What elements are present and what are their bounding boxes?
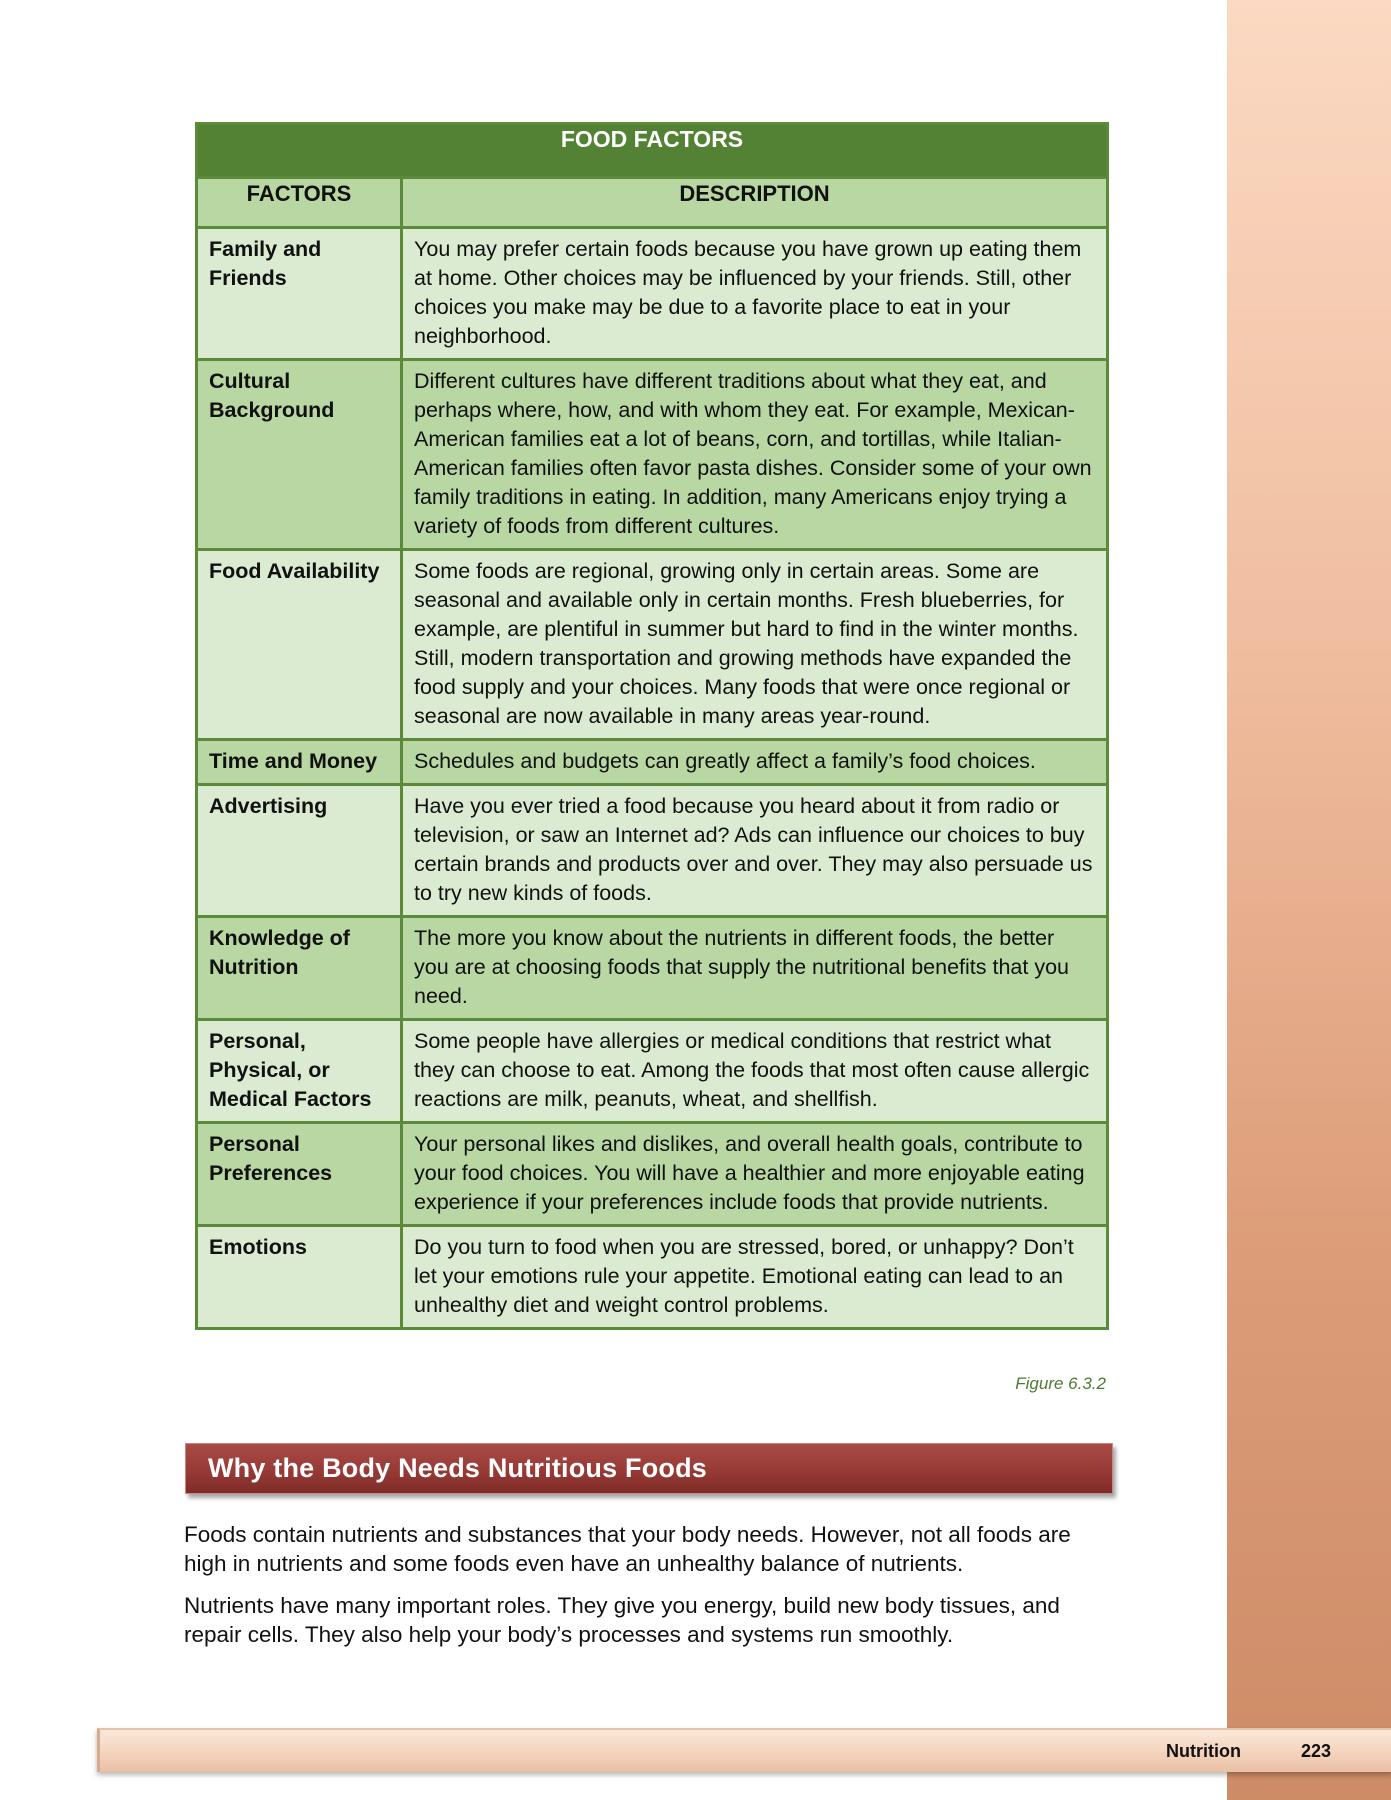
section-heading: Why the Body Needs Nutritious Foods xyxy=(208,1453,708,1483)
description-cell: You may prefer certain foods because you have grown up eating them at home. Other choices may be influenced by your friends. Still, other choices you make may be due to a favorite place to eat in your neighborhood. xyxy=(402,228,1108,360)
body-paragraph: Foods contain nutrients and substances that your body needs. However, not all foods are high in nutrients and some foods even have an unhealthy balance of nutrients. xyxy=(184,1522,1071,1576)
column-header-factors: FACTORS xyxy=(197,178,402,228)
table-row xyxy=(197,550,1108,740)
page-number: 223 xyxy=(1300,1741,1332,1761)
description-cell: Some foods are regional, growing only in certain areas. Some are seasonal and available only in certain months. Fresh blueberries, for example, are plentiful in summer but hard to find in the winter months. Still, modern transportation and growing methods have expanded the food supply and your choices. Many foods that were once regional or seasonal are now available in many areas year-round. xyxy=(402,550,1108,740)
factor-cell: Personal Preferences xyxy=(197,1123,402,1226)
description-cell: Different cultures have different traditions about what they eat, and perhaps where, how, and with whom they eat. For example, Mexican-American families eat a lot of beans, corn, and tortillas, while Italian-American families often favor pasta dishes. Consider some of your own family traditions in eating. In addition, many Americans enjoy trying a variety of foods from different cultures. xyxy=(402,360,1108,550)
factor-cell: Cultural Background xyxy=(197,360,402,550)
table-header-row xyxy=(197,178,1108,228)
description-cell: Do you turn to food when you are stressed, bored, or unhappy? Don’t let your emotions rule your appetite. Emotional eating can lead to an unhealthy diet and weight control problems. xyxy=(402,1226,1108,1329)
table-row xyxy=(197,740,1108,785)
column-header-description: DESCRIPTION xyxy=(402,178,1108,228)
description-cell: The more you know about the nutrients in different foods, the better you are at choosing foods that supply the nutritional benefits that you need. xyxy=(402,917,1108,1020)
factor-cell: Knowledge of Nutrition xyxy=(197,917,402,1020)
table-row xyxy=(197,1226,1108,1329)
description-cell: Schedules and budgets can greatly affect a family’s food choices. xyxy=(402,740,1108,785)
table-title: FOOD FACTORS xyxy=(197,124,1108,178)
factor-cell: Advertising xyxy=(197,785,402,917)
section-body xyxy=(184,1520,1114,1662)
factor-cell: Time and Money xyxy=(197,740,402,785)
factor-cell: Food Availability xyxy=(197,550,402,740)
table-row xyxy=(197,785,1108,917)
table-row xyxy=(197,917,1108,1020)
figure-caption: Figure 6.3.2 xyxy=(1015,1374,1106,1393)
description-cell: Have you ever tried a food because you heard about it from radio or television, or saw an Internet ad? Ads can influence our choices to buy certain brands and products over and over. They may also persuade us to try new kinds of foods. xyxy=(402,785,1108,917)
page-side-band xyxy=(1227,0,1391,1800)
page-footer xyxy=(97,1728,1391,1772)
body-paragraph: Nutrients have many important roles. They give you energy, build new body tissues, and repair cells. They also help your body’s processes and systems run smoothly. xyxy=(184,1593,1060,1647)
table-row xyxy=(197,228,1108,360)
table-row xyxy=(197,1020,1108,1123)
factor-cell: Personal, Physical, or Medical Factors xyxy=(197,1020,402,1123)
factor-cell: Family and Friends xyxy=(197,228,402,360)
section-heading-bar xyxy=(185,1443,1113,1494)
food-factors-table-container xyxy=(195,122,1106,1330)
table-row xyxy=(197,360,1108,550)
footer-section-name: Nutrition xyxy=(1166,1741,1241,1761)
description-cell: Some people have allergies or medical conditions that restrict what they can choose to eat. Among the foods that most often cause allergic reactions are milk, peanuts, wheat, and shellfish. xyxy=(402,1020,1108,1123)
table-title-row xyxy=(197,124,1108,178)
table-row xyxy=(197,1123,1108,1226)
description-cell: Your personal likes and dislikes, and overall health goals, contribute to your food choices. You will have a healthier and more enjoyable eating experience if your preferences include foods that provide nutrients. xyxy=(402,1123,1108,1226)
food-factors-table xyxy=(195,122,1109,1330)
factor-cell: Emotions xyxy=(197,1226,402,1329)
